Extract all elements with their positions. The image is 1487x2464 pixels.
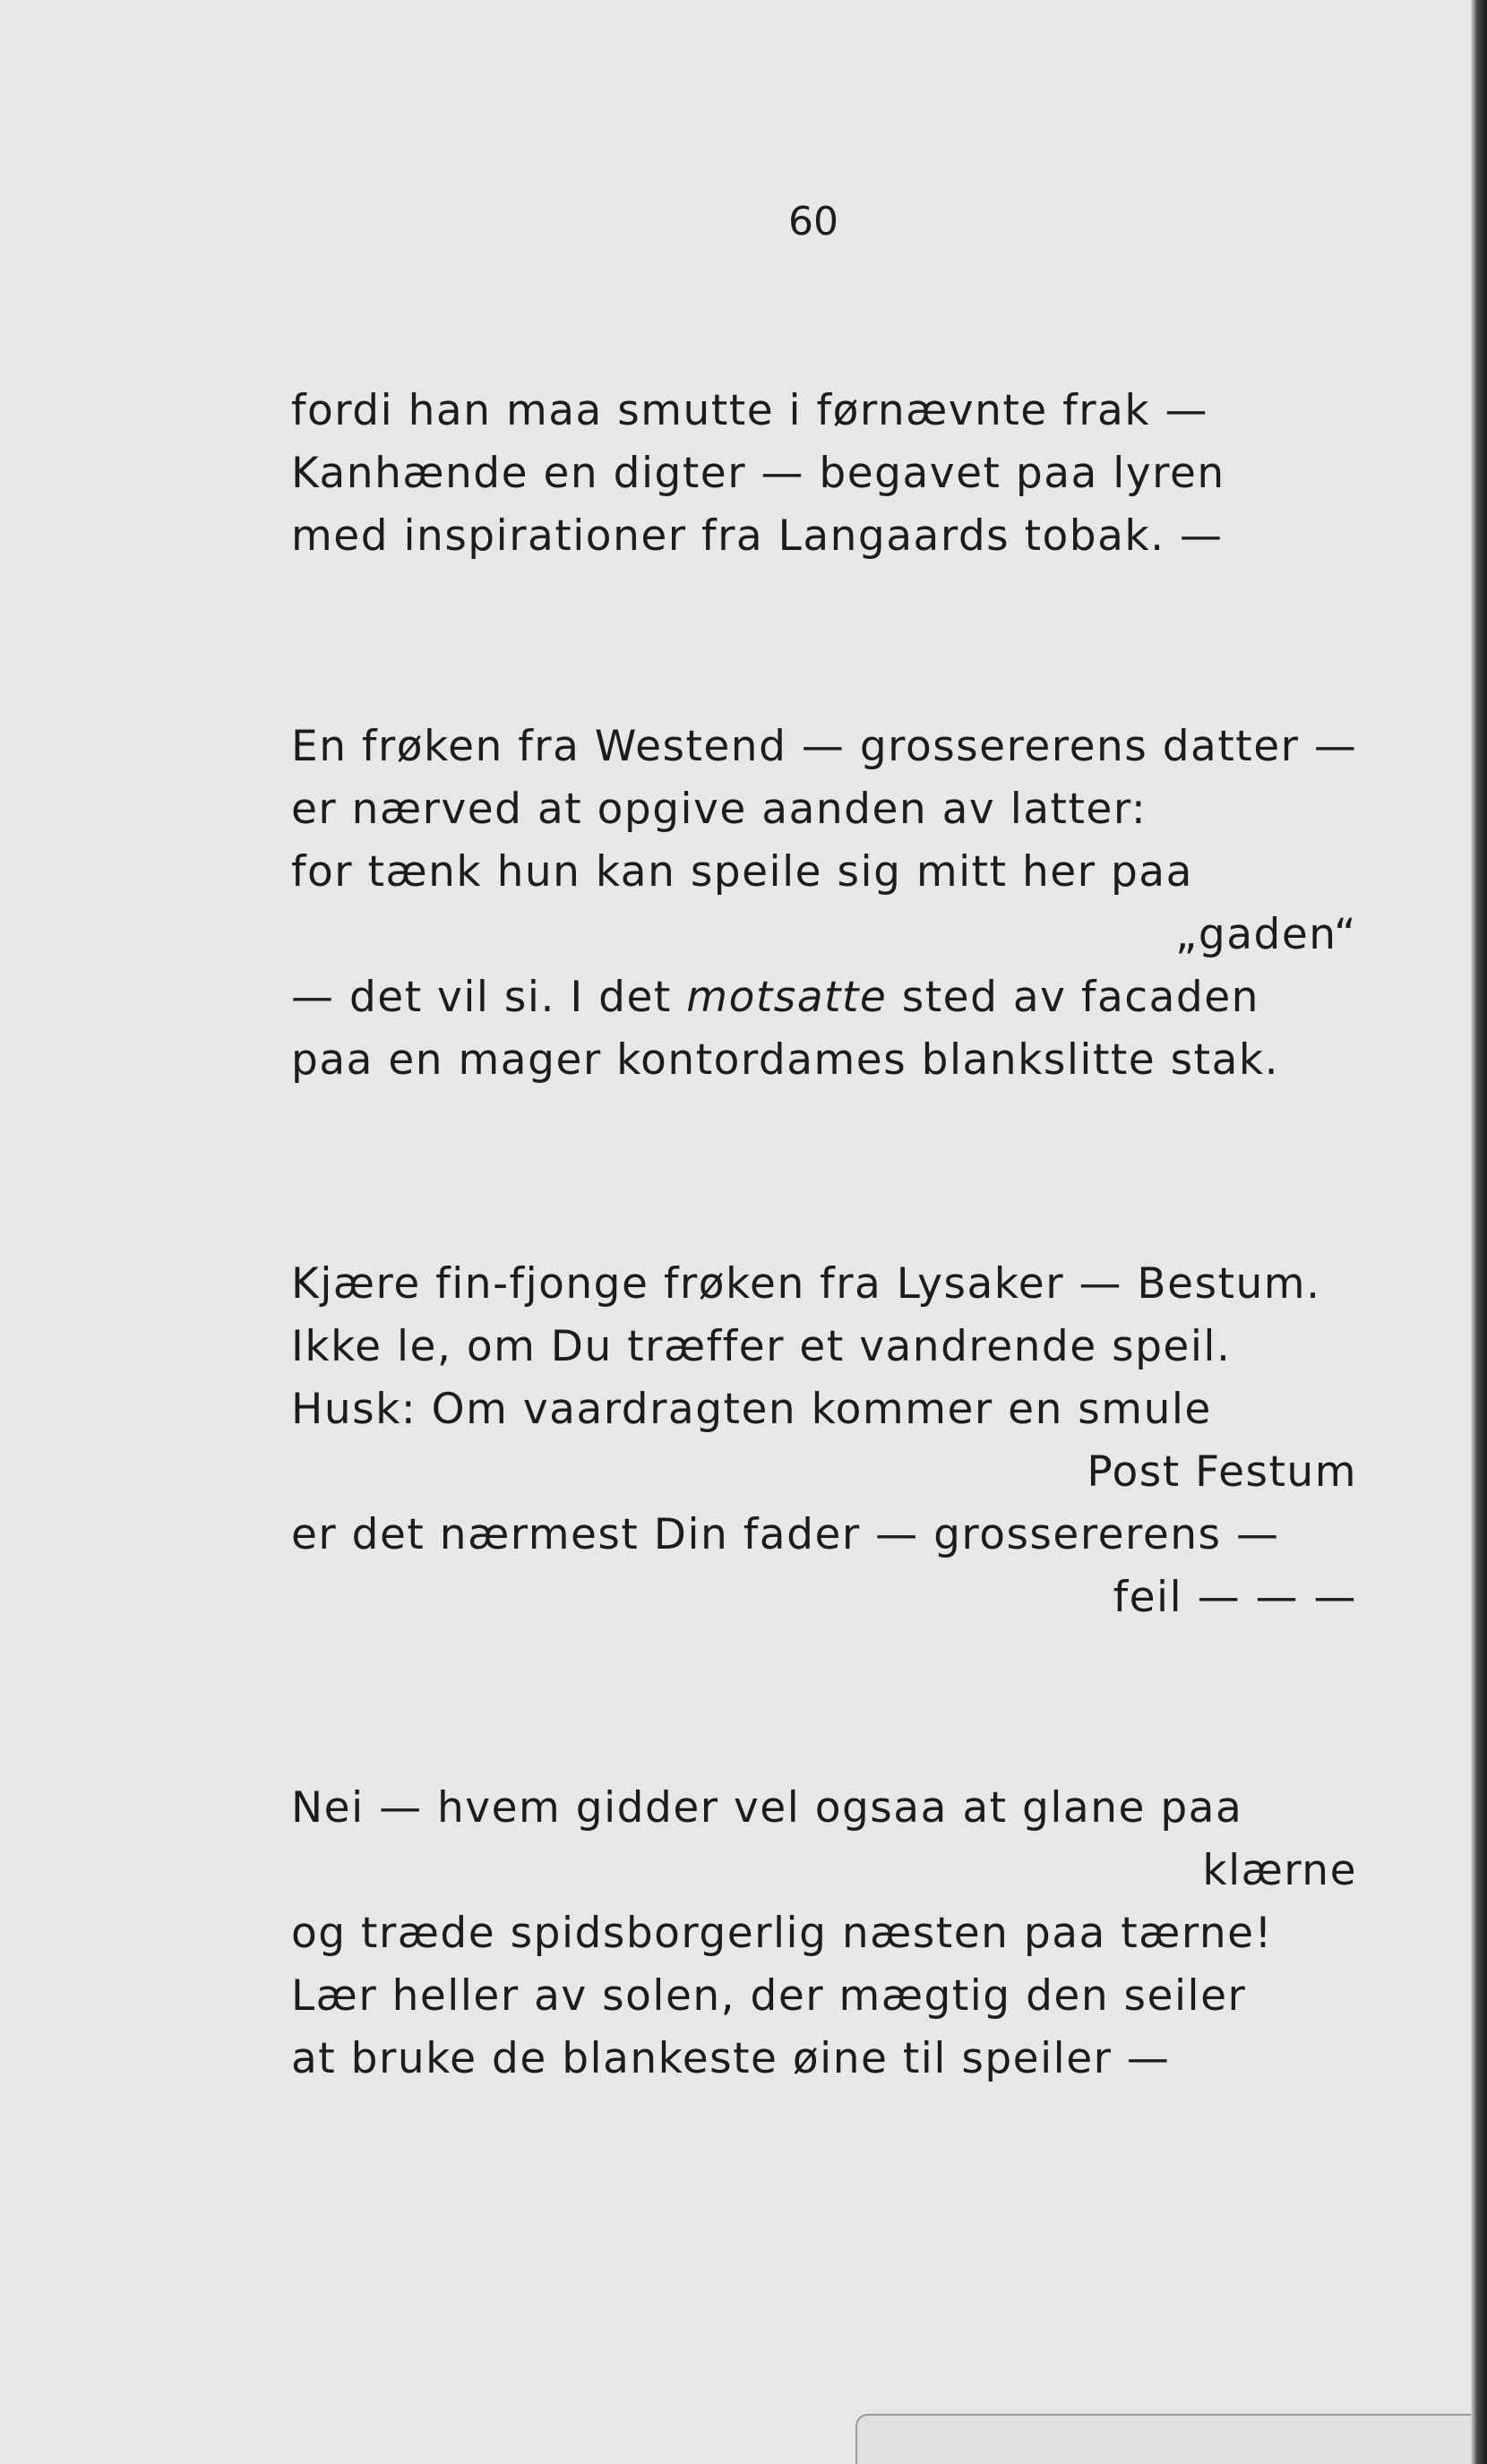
- verse-line: Husk: Om vaardragten kommer en smule: [291, 1385, 1212, 1434]
- verse-line: [291, 966, 1357, 1029]
- verse-line: Kanhænde en digter — begavet paa lyren: [291, 449, 1225, 498]
- verse-line: for tænk hun kan speile sig mitt her paa: [291, 847, 1193, 897]
- verse-line-continuation: „gaden“: [1175, 910, 1357, 959]
- verse-line-continuation: klærne: [1202, 1846, 1357, 1895]
- verse-line-continuation: Post Festum: [1087, 1447, 1357, 1497]
- verse-line: og træde spidsborgerlig næsten paa tærne!: [291, 1909, 1273, 1958]
- verse-line: Lær heller av solen, der mægtig den seiler: [291, 1971, 1247, 2021]
- verse-line: er det nærmest Din fader — grossererens —: [291, 1510, 1280, 1559]
- scan-tab-edge: [855, 2414, 1486, 2464]
- page-edge-shadow: [1471, 0, 1487, 2464]
- verse-line: En frøken fra Westend — grossererens datter —: [291, 722, 1358, 771]
- verse-segment: — det vil si. I det: [291, 973, 687, 1022]
- verse-line-continuation: feil — — —: [1113, 1573, 1357, 1622]
- verse-line: Ikke le, om Du træffer et vandrende speil.: [291, 1322, 1232, 1371]
- page-number: 60: [788, 199, 838, 245]
- verse-line: at bruke de blankeste øine til speiler —: [291, 2034, 1171, 2083]
- verse-line: Nei — hvem gidder vel ogsaa at glane paa: [291, 1783, 1243, 1833]
- verse-line: er nærved at opgive aanden av latter:: [291, 785, 1147, 834]
- verse-line: Kjære fin-fjonge frøken fra Lysaker — Bestum.: [291, 1259, 1321, 1309]
- stanza-1: [291, 380, 1303, 568]
- verse-segment: sted av facaden: [887, 973, 1259, 1022]
- verse-line: paa en mager kontordames blankslitte stak.: [291, 1035, 1280, 1085]
- stanza-4: [291, 1777, 1357, 2091]
- stanza-2: [291, 716, 1357, 1092]
- verse-line: med inspirationer fra Langaards tobak. —: [291, 511, 1224, 561]
- stanza-3: [291, 1253, 1357, 1629]
- verse-line: fordi han maa smutte i førnævnte frak —: [291, 386, 1208, 435]
- emphasized-word: motsatte: [686, 973, 888, 1022]
